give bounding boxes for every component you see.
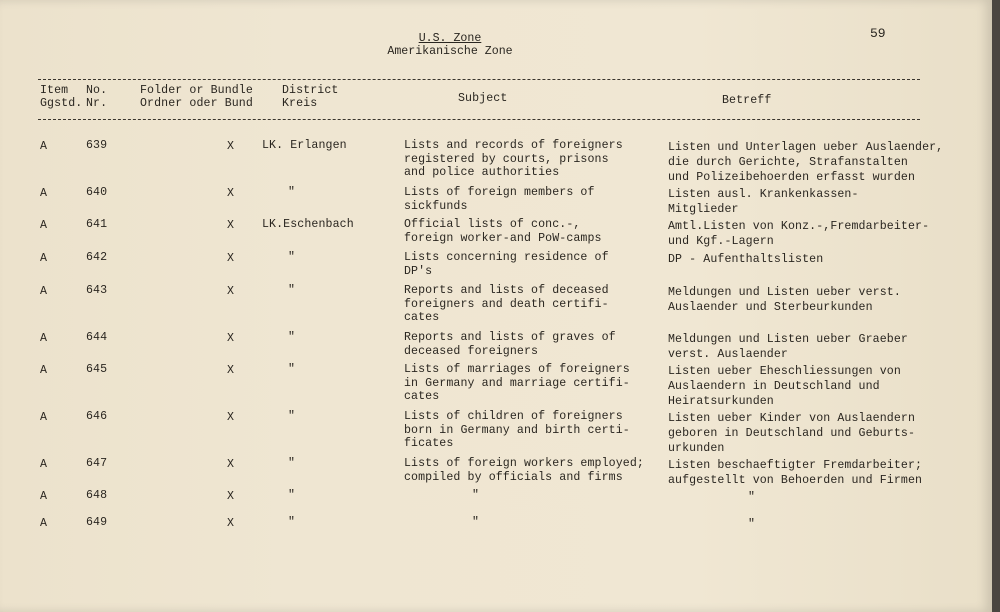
row-betreff-line: Listen ueber Eheschliessungen von xyxy=(668,365,901,378)
row-item: A xyxy=(40,411,48,424)
row-betreff-line: Meldungen und Listen ueber verst. xyxy=(668,286,901,299)
row-betreff-line: Listen ueber Kinder von Auslaendern xyxy=(668,412,916,425)
row-betreff-line: DP - Aufenthaltslisten xyxy=(668,253,824,266)
row-subject-line: Lists of marriages of foreigners xyxy=(404,363,630,376)
row-subject-line: Lists of foreign members of xyxy=(404,186,595,199)
row-betreff-line: verst. Auslaender xyxy=(668,348,788,362)
header-rule-bottom xyxy=(38,119,920,120)
row-number: 648 xyxy=(86,489,108,502)
row-betreff-line: Listen und Unterlagen ueber Auslaender, xyxy=(668,141,944,154)
row-number: 639 xyxy=(86,139,108,152)
row-betreff-line: " xyxy=(748,491,756,504)
page-number: 59 xyxy=(870,26,886,41)
row-item: A xyxy=(40,219,48,232)
row-item: A xyxy=(40,285,48,298)
col-header-folder-de: Ordner oder Bund xyxy=(140,97,253,110)
row-betreff-line: die durch Gerichte, Strafanstalten xyxy=(668,156,908,170)
row-subject-line: registered by courts, prisons xyxy=(404,152,609,166)
row-folder: X xyxy=(227,517,235,530)
row-folder: X xyxy=(227,219,235,232)
row-subject-line: and police authorities xyxy=(404,166,560,180)
row-district: " xyxy=(288,284,296,297)
row-district: " xyxy=(288,489,296,502)
col-header-district-de: Kreis xyxy=(282,97,318,110)
row-item: A xyxy=(40,364,48,377)
row-betreff-line: und Polizeibehoerden erfasst wurden xyxy=(668,171,916,185)
row-subject-line: born in Germany and birth certi- xyxy=(404,423,630,437)
row-district: " xyxy=(288,363,296,376)
row-folder: X xyxy=(227,332,235,345)
row-folder: X xyxy=(227,458,235,471)
row-betreff-line: geboren in Deutschland und Geburts- xyxy=(668,427,916,441)
row-item: A xyxy=(40,517,48,530)
row-district: " xyxy=(288,331,296,344)
col-header-no-de: Nr. xyxy=(86,97,108,110)
row-subject-line: " xyxy=(472,516,480,529)
row-item: A xyxy=(40,332,48,345)
col-header-item-de: Ggstd. xyxy=(40,97,83,110)
row-betreff-line: Mitglieder xyxy=(668,203,739,217)
row-subject-line: foreign worker-and PoW-camps xyxy=(404,231,602,245)
book-edge xyxy=(992,0,1000,612)
row-subject-line: Lists and records of foreigners xyxy=(404,139,623,152)
row-betreff-line: aufgestellt von Behoerden und Firmen xyxy=(668,474,923,488)
row-folder: X xyxy=(227,490,235,503)
page-subtitle: Amerikanische Zone xyxy=(387,45,513,58)
row-number: 641 xyxy=(86,218,108,231)
row-number: 645 xyxy=(86,363,108,376)
row-district: " xyxy=(288,251,296,264)
row-subject-line: foreigners and death certifi- xyxy=(404,297,609,311)
row-subject-line: Reports and lists of graves of xyxy=(404,331,616,344)
row-number: 649 xyxy=(86,516,108,529)
row-folder: X xyxy=(227,285,235,298)
row-folder: X xyxy=(227,140,235,153)
row-folder: X xyxy=(227,187,235,200)
page-title: U.S. Zone xyxy=(418,32,482,45)
row-betreff-line: urkunden xyxy=(668,442,725,456)
row-subject-line: Official lists of conc.-, xyxy=(404,218,581,231)
row-number: 647 xyxy=(86,457,108,470)
col-header-district: District xyxy=(282,84,339,97)
row-subject-line: cates xyxy=(404,390,440,404)
row-betreff-line: Auslaendern in Deutschland und xyxy=(668,380,880,394)
col-header-no: No. xyxy=(86,84,108,97)
header-rule-top xyxy=(38,79,920,80)
row-subject-line: Lists of children of foreigners xyxy=(404,410,623,423)
row-item: A xyxy=(40,458,48,471)
row-subject-line: compiled by officials and firms xyxy=(404,470,623,484)
row-district: LK.Eschenbach xyxy=(262,218,354,231)
row-subject-line: Lists concerning residence of xyxy=(404,251,609,264)
row-item: A xyxy=(40,490,48,503)
col-header-betreff: Betreff xyxy=(722,94,772,107)
row-betreff-line: und Kgf.-Lagern xyxy=(668,235,774,249)
col-header-subject: Subject xyxy=(458,92,508,105)
row-betreff-line: Amtl.Listen von Konz.-,Fremdarbeiter- xyxy=(668,220,930,233)
row-number: 640 xyxy=(86,186,108,199)
row-betreff-line: " xyxy=(748,518,756,531)
row-number: 644 xyxy=(86,331,108,344)
row-number: 643 xyxy=(86,284,108,297)
row-number: 642 xyxy=(86,251,108,264)
row-item: A xyxy=(40,140,48,153)
row-subject-line: " xyxy=(472,489,480,502)
row-folder: X xyxy=(227,364,235,377)
row-betreff-line: Auslaender und Sterbeurkunden xyxy=(668,301,873,315)
row-betreff-line: Listen beschaeftigter Fremdarbeiter; xyxy=(668,459,923,472)
row-subject-line: cates xyxy=(404,311,440,325)
row-folder: X xyxy=(227,411,235,424)
row-district: " xyxy=(288,186,296,199)
row-folder: X xyxy=(227,252,235,265)
row-betreff-line: Heiratsurkunden xyxy=(668,395,774,409)
row-betreff-line: Listen ausl. Krankenkassen- xyxy=(668,188,859,201)
row-number: 646 xyxy=(86,410,108,423)
row-district: " xyxy=(288,516,296,529)
row-item: A xyxy=(40,252,48,265)
col-header-item: Item xyxy=(40,84,69,97)
row-district: " xyxy=(288,457,296,470)
col-header-folder: Folder or Bundle xyxy=(140,84,253,97)
row-subject-line: sickfunds xyxy=(404,199,468,213)
row-betreff-line: Meldungen und Listen ueber Graeber xyxy=(668,333,908,346)
row-district: LK. Erlangen xyxy=(262,139,347,152)
row-subject-line: Lists of foreign workers employed; xyxy=(404,457,644,470)
row-subject-line: deceased foreigners xyxy=(404,344,539,358)
row-subject-line: ficates xyxy=(404,437,454,451)
row-subject-line: DP's xyxy=(404,264,433,278)
row-item: A xyxy=(40,187,48,200)
row-district: " xyxy=(288,410,296,423)
row-subject-line: in Germany and marriage certifi- xyxy=(404,376,630,390)
row-subject-line: Reports and lists of deceased xyxy=(404,284,609,297)
